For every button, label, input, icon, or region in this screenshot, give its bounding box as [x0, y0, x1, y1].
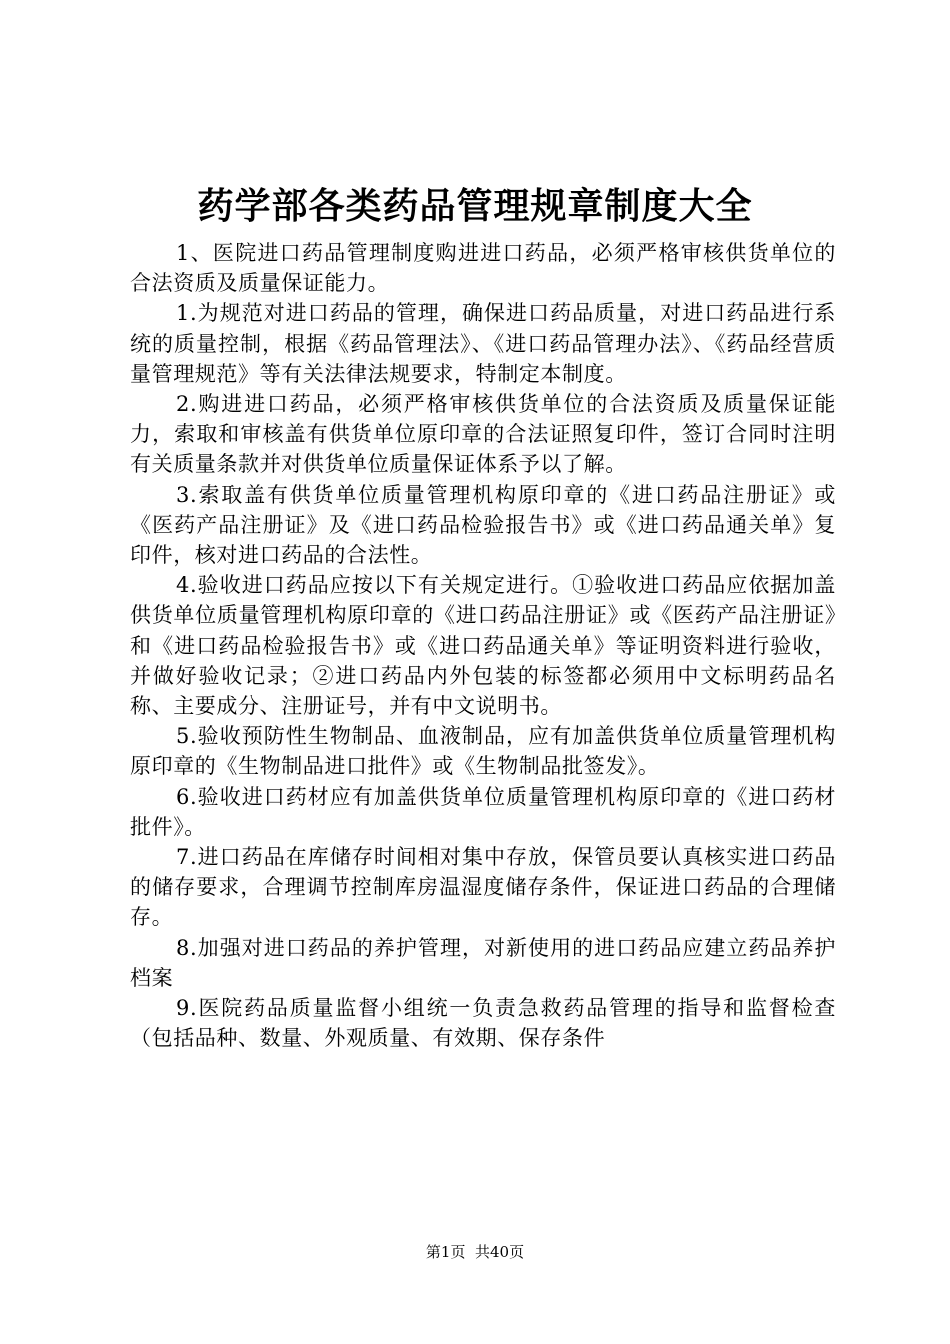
paragraph: 2.购进进口药品，必须严格审核供货单位的合法资质及质量保证能力，索取和审核盖有供货单位原印章的合法证照复印件，签订合同时注明有关质量条款并对供货单位质量保证体系予以了解。	[130, 392, 836, 477]
paragraph: 6.验收进口药材应有加盖供货单位质量管理机构原印章的《进口药材批件》。	[130, 784, 836, 839]
paragraph: 8.加强对进口药品的养护管理，对新使用的进口药品应建立药品养护档案	[130, 935, 836, 990]
page-footer	[0, 1241, 950, 1263]
document-title: 药学部各类药品管理规章制度大全	[197, 186, 753, 227]
paragraph: 4.验收进口药品应按以下有关规定进行。①验收进口药品应依据加盖供货单位质量管理机构原印章的《进口药品注册证》或《医药产品注册证》和《进口药品检验报告书》或《进口药品通关单》等证明资料进行验收，并做好验收记录；②进口药品内外包装的标签都必须用中文标明药品名称、主要成分、注册证号，并有中文说明书。	[130, 573, 836, 719]
paragraph: 1、医院进口药品管理制度购进进口药品，必须严格审核供货单位的合法资质及质量保证能力。	[130, 241, 836, 296]
page-number: 第1页	[425, 1243, 466, 1261]
paragraph: 1.为规范对进口药品的管理，确保进口药品质量，对进口药品进行系统的质量控制，根据《药品管理法》、《进口药品管理办法》、《药品经营质量管理规范》等有关法律法规要求，特制定本制度。	[130, 301, 836, 386]
page-total: 共40页	[475, 1243, 525, 1261]
paragraph: 3.索取盖有供货单位质量管理机构原印章的《进口药品注册证》或《医药产品注册证》及《进口药品检验报告书》或《进口药品通关单》复印件，核对进口药品的合法性。	[130, 482, 836, 568]
document-body	[130, 238, 836, 1053]
paragraph: 7.进口药品在库储存时间相对集中存放，保管员要认真核实进口药品的储存要求，合理调节控制库房温湿度储存条件，保证进口药品的合理储存。	[130, 845, 836, 930]
paragraph: 5.验收预防性生物制品、血液制品，应有加盖供货单位质量管理机构原印章的《生物制品进口批件》或《生物制品批签发》。	[130, 724, 836, 779]
paragraph: 9.医院药品质量监督小组统一负责急救药品管理的指导和监督检查（包括品种、数量、外观质量、有效期、保存条件	[130, 996, 836, 1051]
